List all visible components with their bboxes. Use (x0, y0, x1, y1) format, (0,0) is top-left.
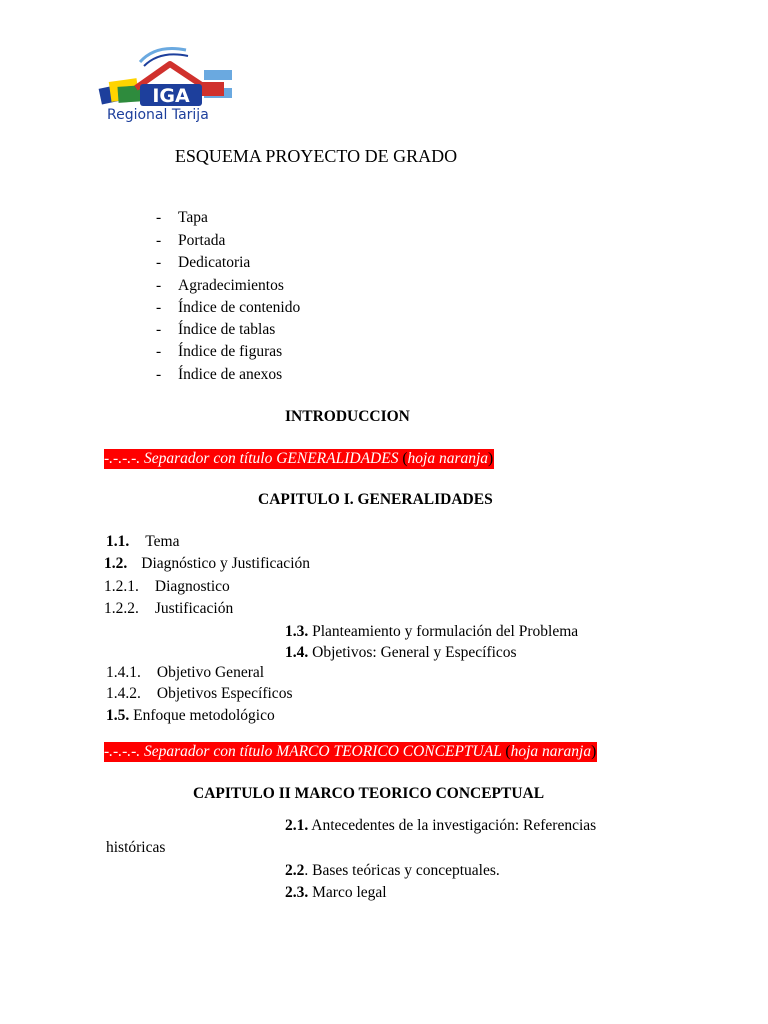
list-item: - Índice de contenido (156, 299, 301, 316)
section-1-2-2: 1.2.2. Justificación (104, 600, 234, 617)
list-item: - Portada (156, 232, 226, 249)
section-1-2-1: 1.2.1. Diagnostico (104, 578, 230, 595)
section-1-3: 1.3. Planteamiento y formulación del Problema (285, 623, 579, 640)
page-title: ESQUEMA PROYECTO DE GRADO (174, 146, 458, 166)
section-1-5: 1.5. Enfoque metodológico (106, 707, 275, 724)
logo-acronym: IGA (152, 85, 190, 107)
section-2-2: 2.2. Bases teóricas y conceptuales. (285, 862, 500, 879)
section-2-1: 2.1. Antecedentes de la investigación: Referencias (285, 817, 597, 834)
section-1-4: 1.4. Objetivos: General y Específicos (285, 644, 517, 661)
section-1-1: 1.1. Tema (106, 533, 180, 550)
section-heading-introduccion: INTRODUCCION (285, 408, 410, 425)
chapter-heading-1: CAPITULO I. GENERALIDADES (258, 491, 493, 508)
section-1-4-2: 1.4.2. Objetivos Específicos (106, 685, 293, 702)
separator-marco-teorico: -.-.-.-. Separador con título MARCO TEORICO CONCEPTUAL (hoja naranja) (104, 743, 597, 760)
list-item: - Tapa (156, 209, 208, 226)
list-item: - Índice de figuras (156, 343, 283, 360)
chapter-heading-2: CAPITULO II MARCO TEORICO CONCEPTUAL (193, 785, 545, 802)
separator-generalidades: -.-.-.-. Separador con título GENERALIDADES (hoja naranja) (104, 450, 494, 467)
section-2-3: 2.3. Marco legal (285, 884, 387, 901)
list-item: - Índice de tablas (156, 321, 276, 338)
section-2-1-continuation: históricas (106, 839, 166, 856)
section-1-4-1: 1.4.1. Objetivo General (106, 664, 265, 681)
list-item: - Agradecimientos (156, 277, 284, 294)
list-item: - Índice de anexos (156, 366, 283, 383)
list-item: - Dedicatoria (156, 254, 251, 271)
section-1-2: 1.2. Diagnóstico y Justificación (104, 555, 310, 572)
logo-caption: Regional Tarija (107, 107, 209, 123)
